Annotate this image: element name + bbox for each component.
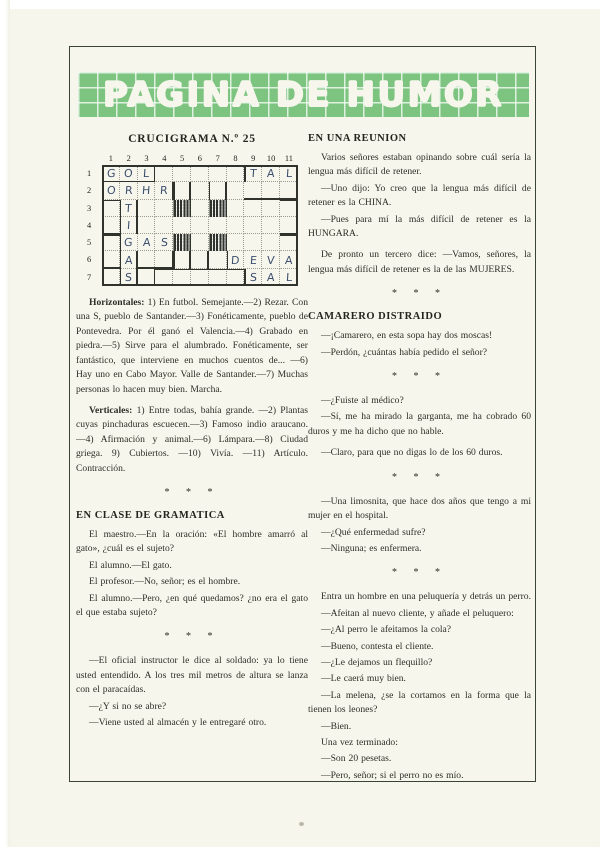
left-column bbox=[76, 133, 308, 783]
crossword-cell[interactable] bbox=[120, 251, 138, 268]
crossword-cell[interactable] bbox=[155, 165, 173, 182]
crossword-cell[interactable] bbox=[138, 234, 156, 251]
crossword-cell[interactable] bbox=[102, 200, 120, 217]
crossword-cell[interactable] bbox=[102, 165, 120, 182]
gramatica-line: El alumno.—El gato. bbox=[89, 559, 172, 571]
paracaidas-line: —El oficial instructor le dice al soldado: ya lo tiene usted entendido. A los tres mil metros de altura se lanza con el paracaídas. bbox=[76, 655, 308, 696]
page-edge-top bbox=[0, 0, 600, 9]
crossword-letter: A bbox=[124, 253, 133, 267]
crossword-cell[interactable] bbox=[209, 182, 227, 199]
medico-line: —Claro, para que no digas lo de los 60 duros. bbox=[321, 447, 503, 459]
crossword-cell[interactable] bbox=[280, 251, 298, 268]
col-num: 1 bbox=[108, 154, 113, 163]
crossword-cell[interactable] bbox=[138, 251, 156, 268]
heading-reunion: EN UNA REUNION bbox=[308, 133, 407, 144]
crossword-cell[interactable] bbox=[138, 217, 156, 234]
crossword-grid[interactable] bbox=[102, 165, 298, 286]
crossword-letter: S bbox=[160, 236, 169, 250]
crossword-cell[interactable] bbox=[209, 165, 227, 182]
row-num: 4 bbox=[87, 220, 92, 230]
peluqueria-line: —Afeitan al nuevo cliente, y añade el peluquero: bbox=[321, 607, 514, 619]
crossword-letter: A bbox=[142, 236, 151, 250]
crossword-cell[interactable] bbox=[280, 182, 298, 199]
crossword-letter: O bbox=[106, 184, 116, 198]
reunion-line: De pronto un tercero dice: —Vamos, señores, la lengua más difícil de retener es la de las MUJERES. bbox=[308, 249, 531, 275]
separator-stars: * * * bbox=[164, 631, 220, 643]
crossword-row-numbers bbox=[86, 165, 102, 286]
crossword-cell[interactable] bbox=[244, 234, 262, 251]
crossword-cell[interactable] bbox=[173, 269, 191, 286]
crossword-cell[interactable] bbox=[155, 182, 173, 199]
crossword-cell[interactable] bbox=[280, 165, 298, 182]
crossword-cell[interactable] bbox=[244, 251, 262, 268]
crossword-cell[interactable] bbox=[227, 234, 245, 251]
crossword-black-square bbox=[209, 200, 227, 217]
crossword-cell[interactable] bbox=[262, 165, 280, 182]
crossword-cell[interactable] bbox=[244, 269, 262, 286]
crossword-cell[interactable] bbox=[120, 182, 138, 199]
medico-line: —¿Fuiste al médico? bbox=[321, 395, 404, 407]
col-num: 6 bbox=[197, 154, 202, 163]
verticales-label: Verticales: bbox=[89, 404, 133, 416]
right-column bbox=[308, 133, 531, 783]
page-content bbox=[76, 72, 531, 783]
crossword-cell[interactable] bbox=[173, 251, 191, 268]
camarero-line: —Perdón, ¿cuántas había pedido el señor? bbox=[321, 346, 488, 358]
medico-line: —Sí, me ha mirado la garganta, me ha cobrado 60 duros y me ha dicho que no hable. bbox=[308, 411, 531, 437]
limosna-line: —Una limosnita, que hace dos años que tengo a mi mujer en el hospital. bbox=[308, 495, 531, 522]
crossword-cell[interactable] bbox=[262, 182, 280, 199]
separator-stars: * * * bbox=[392, 567, 447, 579]
col-num: 7 bbox=[215, 154, 220, 163]
crossword-letter: A bbox=[266, 270, 276, 284]
crossword-letter: H bbox=[141, 184, 152, 198]
crossword-cell[interactable] bbox=[191, 269, 209, 286]
crossword-title: CRUCIGRAMA N.º 25 bbox=[128, 133, 256, 145]
crossword-cell[interactable] bbox=[262, 217, 280, 234]
crossword-cell[interactable] bbox=[227, 165, 245, 182]
row-num: 5 bbox=[87, 238, 92, 248]
verticales-clues bbox=[76, 404, 308, 476]
crossword-cell[interactable] bbox=[209, 217, 227, 234]
heading-camarero: CAMARERO DISTRAIDO bbox=[308, 311, 443, 323]
row-num: 6 bbox=[87, 255, 92, 265]
crossword-letter: R bbox=[124, 184, 133, 198]
separator-stars: * * * bbox=[164, 486, 220, 498]
crossword-letter: R bbox=[159, 184, 169, 198]
crossword-cell[interactable] bbox=[191, 182, 209, 199]
crossword-cell[interactable] bbox=[102, 269, 120, 286]
crossword-letter: T bbox=[124, 201, 133, 215]
crossword-letter: G bbox=[106, 167, 116, 181]
crossword-cell[interactable] bbox=[155, 251, 173, 268]
crossword-cell[interactable] bbox=[280, 269, 298, 286]
camarero-line: —¡Camarero, en esta sopa hay dos moscas! bbox=[321, 330, 493, 342]
crossword-column-numbers bbox=[102, 154, 298, 163]
peluqueria-line: —Pero, señor; si el perro no es mío. bbox=[321, 769, 464, 781]
row-num: 7 bbox=[87, 272, 92, 282]
crossword-cell[interactable] bbox=[262, 269, 280, 286]
peluqueria-line: —Le caerá muy bien. bbox=[321, 673, 406, 685]
crossword-cell[interactable] bbox=[227, 182, 245, 199]
col-num: 3 bbox=[144, 154, 149, 163]
row-num: 1 bbox=[87, 169, 92, 178]
crossword-letter: L bbox=[285, 270, 293, 284]
col-num: 2 bbox=[126, 154, 131, 163]
crossword-letter: D bbox=[230, 253, 241, 267]
crossword-letter: V bbox=[266, 253, 276, 267]
crossword-cell[interactable] bbox=[102, 182, 120, 199]
peluqueria-line: Una vez terminado: bbox=[321, 736, 398, 748]
crossword-cell[interactable] bbox=[138, 165, 156, 182]
separator-stars: * * * bbox=[392, 471, 447, 483]
crossword-cell[interactable] bbox=[138, 200, 156, 217]
separator-stars: * * * bbox=[392, 288, 447, 300]
crossword-cell[interactable] bbox=[173, 217, 191, 234]
crossword-cell[interactable] bbox=[155, 234, 173, 251]
peluqueria-line: —Son 20 pesetas. bbox=[321, 753, 392, 765]
verticales-text: 1) Entre todas, bahía grande. —2) Plantas cuyas pinchaduras escuecen.—3) Famoso indio araucano.—4) Afirmación y animal.—6) Lámpara.—8) Ciudad griega. 9) Cubiertos. —10) Vivía. —11) Artículo. Contracción. bbox=[76, 404, 308, 474]
crossword-cell[interactable] bbox=[244, 200, 262, 217]
crossword-cell[interactable] bbox=[173, 182, 191, 199]
crossword-black-square bbox=[173, 200, 191, 217]
crossword-cell[interactable] bbox=[120, 165, 138, 182]
crossword-letter: T bbox=[249, 167, 258, 181]
col-num: 4 bbox=[162, 154, 167, 163]
row-num: 2 bbox=[87, 186, 92, 196]
crossword-cell[interactable] bbox=[155, 200, 173, 217]
crossword-cell[interactable] bbox=[244, 182, 262, 199]
row-num: 3 bbox=[87, 203, 92, 213]
page-edge-left bbox=[0, 0, 10, 847]
col-num: 5 bbox=[179, 154, 185, 163]
crossword-cell[interactable] bbox=[191, 251, 209, 268]
col-num: 9 bbox=[251, 154, 256, 163]
reunion-line: —Pues para mí la más difícil de retener es la HUNGARA. bbox=[308, 213, 531, 240]
crossword-cell[interactable] bbox=[280, 234, 298, 251]
gramatica-line: El profesor.—No, señor; es el hombre. bbox=[89, 576, 241, 588]
reunion-line: Varios señores estaban opinando sobre cuál sería la lengua más difícil de retener. bbox=[308, 152, 531, 178]
col-num: 11 bbox=[284, 154, 293, 163]
crossword-cell[interactable] bbox=[191, 200, 209, 217]
reunion-line: —Uno dijo: Yo creo que la lengua más difícil de retener es la CHINA. bbox=[308, 182, 531, 209]
crossword-cell[interactable] bbox=[120, 234, 138, 251]
crossword-black-square bbox=[209, 234, 227, 251]
horizontales-clues bbox=[76, 296, 308, 397]
crossword-letter: I bbox=[126, 219, 131, 233]
crossword-cell[interactable] bbox=[262, 200, 280, 217]
crossword-cell[interactable] bbox=[102, 251, 120, 268]
horizontales-label: Horizontales: bbox=[89, 297, 145, 309]
peluqueria-line: —La melena, ¿se la cortamos en la forma que la tienen los leones? bbox=[308, 689, 531, 716]
crossword-cell[interactable] bbox=[227, 269, 245, 286]
two-column-layout bbox=[76, 133, 531, 783]
peluqueria-line: —Bien. bbox=[321, 720, 352, 732]
crossword-cell[interactable] bbox=[155, 269, 173, 286]
col-num: 10 bbox=[266, 154, 276, 163]
crossword-cell[interactable] bbox=[173, 165, 191, 182]
crossword-cell[interactable] bbox=[227, 200, 245, 217]
crossword-letter: S bbox=[249, 270, 258, 284]
crossword-cell[interactable] bbox=[280, 217, 298, 234]
limosna-line: —¿Qué enfermedad sufre? bbox=[321, 526, 426, 538]
crossword-cell[interactable] bbox=[227, 217, 245, 234]
paracaidas-line: —Viene usted al almacén y le entregaré otro. bbox=[89, 717, 267, 729]
crossword-cell[interactable] bbox=[191, 165, 209, 182]
col-num: 8 bbox=[233, 154, 238, 163]
crossword-letter: L bbox=[142, 167, 151, 181]
peluqueria-line: —¿Al perro le afeitamos la cola? bbox=[321, 624, 452, 636]
limosna-line: —Ninguna; es enfermera. bbox=[321, 542, 422, 554]
crossword-letter: S bbox=[124, 270, 133, 284]
crossword-cell[interactable] bbox=[191, 217, 209, 234]
peluqueria-line: —Bueno, contesta el cliente. bbox=[321, 640, 434, 652]
gramatica-line: El alumno.—Pero, ¿en qué quedamos? ¿no era el gato el que estaba sujeto? bbox=[76, 592, 308, 618]
crossword-cell[interactable] bbox=[209, 251, 227, 268]
crossword-letter: E bbox=[249, 253, 258, 267]
paracaidas-line: —¿Y si no se abre? bbox=[89, 700, 167, 712]
masthead-banner bbox=[78, 72, 529, 117]
crossword-cell[interactable] bbox=[244, 217, 262, 234]
crossword-letter: G bbox=[123, 236, 134, 250]
crossword-cell[interactable] bbox=[191, 234, 209, 251]
page-title: PAGINA DE HUMOR bbox=[102, 74, 505, 115]
horizontales-text: 1) En futbol. Semejante.—2) Rezar. Con una S, pueblo de Santander.—3) Fonéticamente, pueblo de Pontevedra. Por él ganó el Valencia.—4) Grabado en piedra.—5) Sirve para el alumbrado. Fonéticamente, ser fantástico, que interviene en muchos cuentos de... —6) Hay uno en Cabo Mayor. Valle de Santander.—7) Muchas personas lo hacen muy bien. Marcha. bbox=[76, 297, 308, 395]
crossword-cell[interactable] bbox=[120, 269, 138, 286]
crossword-letter: L bbox=[285, 167, 293, 181]
crossword-black-square bbox=[173, 234, 191, 251]
crossword-cell[interactable] bbox=[138, 182, 156, 199]
crossword-puzzle[interactable] bbox=[86, 154, 298, 286]
crossword-cell[interactable] bbox=[120, 200, 138, 217]
crossword-letter: A bbox=[266, 167, 276, 181]
crossword-letter: O bbox=[123, 167, 134, 181]
crossword-cell[interactable] bbox=[209, 269, 227, 286]
crossword-cell[interactable] bbox=[102, 234, 120, 251]
crossword-cell[interactable] bbox=[280, 200, 298, 217]
crossword-cell[interactable] bbox=[262, 251, 280, 268]
gramatica-line: El maestro.—En la oración: «El hombre amarró al gato», ¿cuál es el sujeto? bbox=[76, 528, 308, 555]
crossword-cell[interactable] bbox=[262, 234, 280, 251]
crossword-cell[interactable] bbox=[155, 217, 173, 234]
heading-gramatica: EN CLASE DE GRAMATICA bbox=[76, 509, 225, 521]
crossword-cell[interactable] bbox=[138, 269, 156, 286]
separator-stars: * * * bbox=[392, 371, 447, 383]
peluqueria-line: —¿Le dejamos un flequillo? bbox=[321, 656, 433, 668]
crossword-cell[interactable] bbox=[102, 217, 120, 234]
peluqueria-line: Entra un hombre en una peluquería y detrás un perro. bbox=[321, 591, 531, 603]
crossword-letter: A bbox=[284, 253, 294, 267]
crossword-cell[interactable] bbox=[244, 165, 262, 182]
page-bottom-mark bbox=[299, 822, 304, 826]
crossword-cell[interactable] bbox=[120, 217, 138, 234]
crossword-cell[interactable] bbox=[227, 251, 245, 268]
